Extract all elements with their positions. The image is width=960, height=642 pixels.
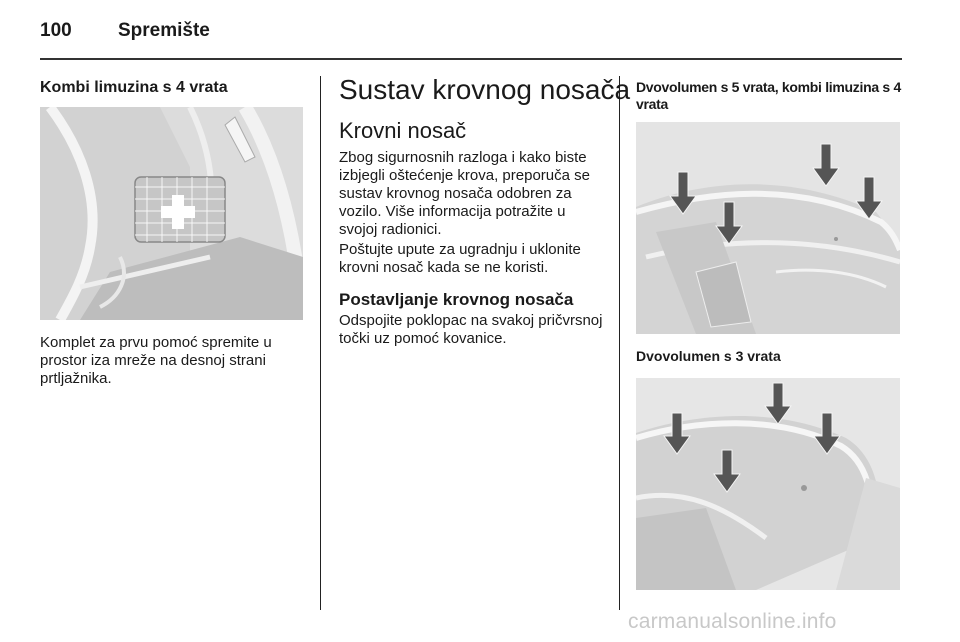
- subsection-title: Krovni nosač: [339, 118, 467, 143]
- roof-mounting-points-illustration: [636, 378, 900, 590]
- page-number: 100: [40, 20, 72, 41]
- roof-figure-5door: [636, 122, 900, 334]
- section-title: Sustav krovnog nosača: [339, 74, 631, 105]
- header-divider: [40, 58, 902, 60]
- column-divider-left: [320, 76, 321, 610]
- roof-mounting-points-illustration: [636, 122, 900, 334]
- watermark: carmanualsonline.info: [628, 610, 837, 633]
- installation-subheading: Postavljanje krovnog nosača: [339, 290, 574, 309]
- paragraph-safety: Zbog sigurnosnih razloga i kako biste izbjegli oštećenje krova, preporuča se sustav krovnog nosača odobren za vozilo. Više informacija potražite u svojoj radionici.: [339, 149, 590, 238]
- first-aid-kit-figure: [40, 107, 303, 320]
- first-aid-kit-illustration: [40, 107, 303, 320]
- column1-heading: Kombi limuzina s 4 vrata: [40, 79, 228, 96]
- roof-figure-3door: [636, 378, 900, 590]
- figure-caption-3door: Dvovolumen s 3 vrata: [636, 348, 781, 364]
- paragraph-removal: Poštujte upute za ugradnju i uklonite krovni nosač kada se ne koristi.: [339, 241, 581, 276]
- paragraph-cover: Odspojite poklopac na svakoj pričvrsnoj točki uz pomoć kovanice.: [339, 312, 603, 347]
- first-aid-kit-caption: Komplet za prvu pomoć spremite u prostor iza mreže na desnoj strani prtljažnika.: [40, 334, 272, 387]
- column-divider-right: [619, 76, 620, 610]
- chapter-title: Spremište: [118, 20, 210, 41]
- figure-caption-5door: Dvovolumen s 5 vrata, kombi limuzina s 4 vrata: [636, 79, 901, 112]
